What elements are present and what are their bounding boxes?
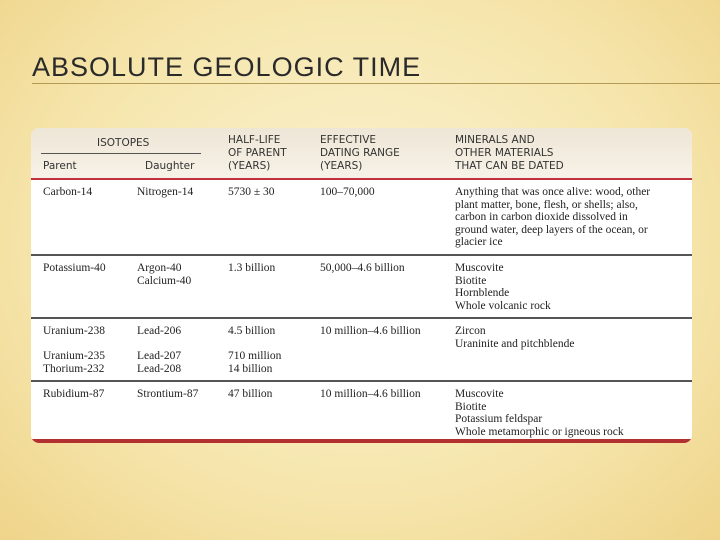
cell-daughter: Strontium-87 — [137, 388, 199, 400]
isotope-table — [31, 128, 692, 443]
cell-daughter: Lead-206 Lead-207 Lead-208 — [137, 325, 182, 375]
cell-parent: Rubidium-87 — [43, 388, 105, 400]
header-range: EFFECTIVE DATING RANGE (YEARS) — [320, 134, 400, 172]
cell-half-life: 5730 ± 30 — [228, 186, 275, 198]
table-row — [31, 180, 692, 256]
table-row — [31, 382, 692, 439]
cell-range: 100–70,000 — [320, 186, 375, 198]
cell-parent: Potassium-40 — [43, 262, 106, 274]
cell-half-life: 1.3 billion — [228, 262, 276, 274]
slide-title: ABSOLUTE GEOLOGIC TIME — [32, 52, 422, 82]
header-materials: MINERALS AND OTHER MATERIALS THAT CAN BE DATED — [455, 134, 564, 172]
table-bottom-rule — [31, 439, 692, 443]
cell-range: 10 million–4.6 billion — [320, 388, 421, 400]
cell-materials: Zircon Uraninite and pitchblende — [455, 325, 575, 350]
cell-daughter: Nitrogen-14 — [137, 186, 194, 198]
table-header — [31, 128, 692, 180]
header-isotopes: ISOTOPES — [97, 137, 150, 149]
table-row — [31, 256, 692, 319]
cell-range: 10 million–4.6 billion — [320, 325, 421, 337]
table-row — [31, 319, 692, 382]
isotopes-divider — [41, 153, 201, 154]
cell-range: 50,000–4.6 billion — [320, 262, 405, 274]
title-underline — [32, 83, 720, 84]
cell-parent: Uranium-238 Uranium-235 Thorium-232 — [43, 325, 105, 375]
cell-materials: Muscovite Biotite Potassium feldspar Whole metamorphic or igneous rock — [455, 388, 624, 438]
cell-parent: Carbon-14 — [43, 186, 93, 198]
cell-half-life: 47 billion — [228, 388, 273, 400]
header-parent: Parent — [43, 160, 77, 172]
cell-materials: Anything that was once alive: wood, other plant matter, bone, flesh, or shells; also, carbon in carbon dioxide dissolved in ground water, deep layers of the ocean, or glacier ice — [455, 186, 651, 248]
cell-materials: Muscovite Biotite Hornblende Whole volcanic rock — [455, 262, 551, 312]
cell-daughter: Argon-40 Calcium-40 — [137, 262, 192, 287]
header-half-life: HALF-LIFE OF PARENT (YEARS) — [228, 134, 287, 172]
cell-half-life: 4.5 billion 710 million 14 billion — [228, 325, 282, 375]
header-daughter: Daughter — [145, 160, 195, 172]
